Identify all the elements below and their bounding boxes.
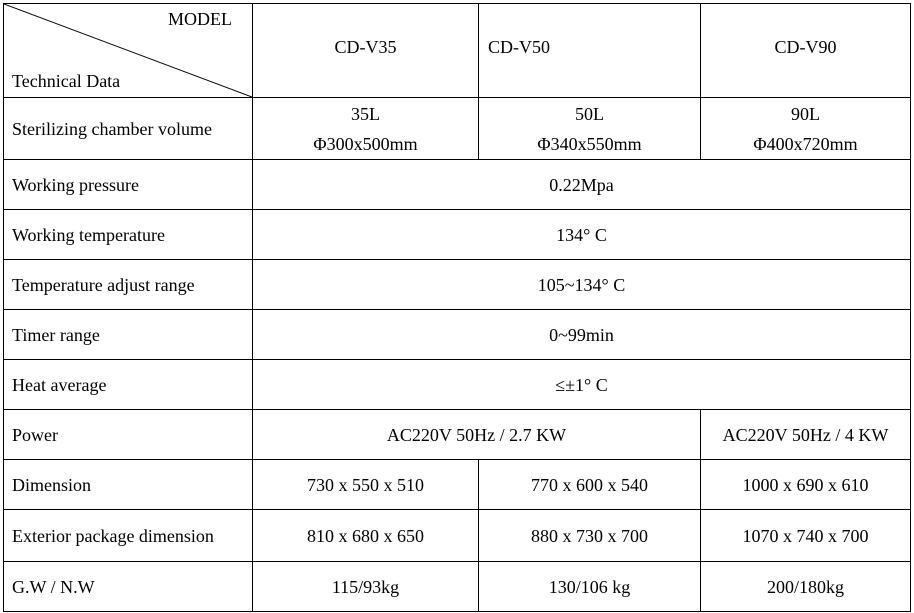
- weight-cd-v35: 115/93kg: [253, 562, 479, 612]
- temperature-value: 134° C: [253, 210, 911, 260]
- row-label: Timer range: [4, 310, 253, 360]
- model-header-cd-v35: CD-V35: [253, 4, 479, 98]
- chamber-row: [4, 98, 911, 160]
- chamber-volume: 50L: [575, 103, 604, 124]
- package-row: [4, 510, 911, 562]
- chamber-cell-cd-v50: [479, 98, 701, 160]
- heat-row: [4, 360, 911, 410]
- chamber-cell-cd-v90: [701, 98, 911, 160]
- pressure-value: 0.22Mpa: [253, 160, 911, 210]
- chamber-size: Φ400x720mm: [753, 133, 858, 154]
- power-row: [4, 410, 911, 460]
- weight-row: [4, 562, 911, 612]
- model-header-cd-v90: CD-V90: [701, 4, 911, 98]
- power-value-cd-v35-v50: AC220V 50Hz / 2.7 KW: [253, 410, 701, 460]
- row-label: Working pressure: [4, 160, 253, 210]
- row-label: Sterilizing chamber volume: [4, 98, 253, 160]
- chamber-size: Φ340x550mm: [537, 133, 642, 154]
- heat-value: ≤±1° C: [253, 360, 911, 410]
- dimension-cd-v35: 730 x 550 x 510: [253, 460, 479, 510]
- package-cd-v90: 1070 x 740 x 700: [701, 510, 911, 562]
- pressure-row: [4, 160, 911, 210]
- row-label: Dimension: [4, 460, 253, 510]
- model-label: MODEL: [168, 9, 232, 29]
- temperature-row: [4, 210, 911, 260]
- package-cd-v35: 810 x 680 x 650: [253, 510, 479, 562]
- chamber-volume: 90L: [791, 103, 820, 124]
- model-header-cd-v50: CD-V50: [479, 4, 701, 98]
- timer-row: [4, 310, 911, 360]
- weight-cd-v50: 130/106 kg: [479, 562, 701, 612]
- dimension-cd-v50: 770 x 600 x 540: [479, 460, 701, 510]
- timer-value: 0~99min: [253, 310, 911, 360]
- row-label: Exterior package dimension: [4, 510, 253, 562]
- power-value-cd-v90: AC220V 50Hz / 4 KW: [701, 410, 911, 460]
- chamber-cell-cd-v35: [253, 98, 479, 160]
- chamber-size: Φ300x500mm: [313, 133, 418, 154]
- spec-table: [3, 3, 911, 612]
- technical-data-label: Technical Data: [12, 71, 121, 91]
- row-label: Temperature adjust range: [4, 260, 253, 310]
- temp-range-value: 105~134° C: [253, 260, 911, 310]
- row-label: G.W / N.W: [4, 562, 253, 612]
- header-row: [4, 4, 911, 98]
- dimension-row: [4, 460, 911, 510]
- temp-range-row: [4, 260, 911, 310]
- weight-cd-v90: 200/180kg: [701, 562, 911, 612]
- chamber-volume: 35L: [351, 103, 380, 124]
- row-label: Heat average: [4, 360, 253, 410]
- row-label: Working temperature: [4, 210, 253, 260]
- row-label: Power: [4, 410, 253, 460]
- corner-header-cell: [4, 4, 253, 98]
- dimension-cd-v90: 1000 x 690 x 610: [701, 460, 911, 510]
- package-cd-v50: 880 x 730 x 700: [479, 510, 701, 562]
